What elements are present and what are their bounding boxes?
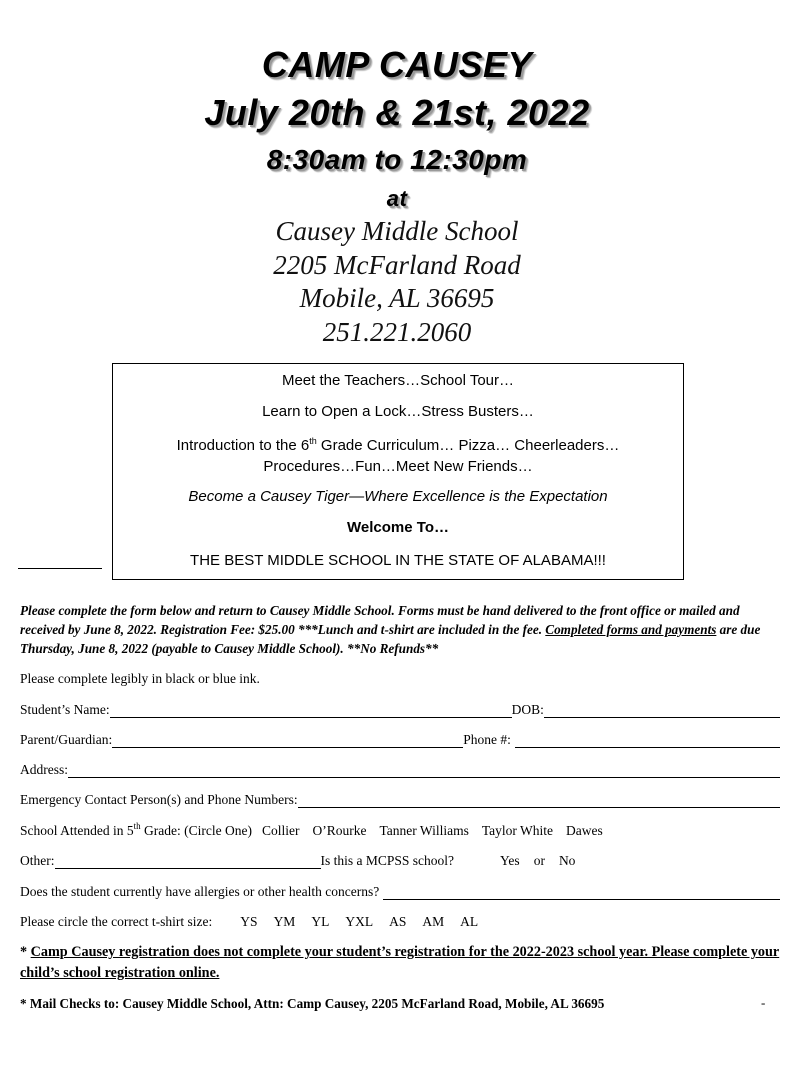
emergency-row: [20, 790, 780, 808]
parent-row: [20, 730, 780, 748]
highlight-line-3b: Grade Curriculum… Pizza… Cheerleaders…: [316, 437, 620, 454]
instructions-part2: are due Thursday, June 8, 2022 (payable to Causey Middle School). **No Refunds**: [20, 622, 761, 656]
school-option-dawes[interactable]: Dawes: [566, 823, 603, 838]
highlight-line-3: [113, 435, 683, 477]
mail-checks-info: * Mail Checks to: Causey Middle School, Attn: Camp Causey, 2205 McFarland Road, Mobile, AL 36695: [20, 996, 605, 1011]
camp-title: CAMP CAUSEY: [261, 44, 533, 85]
mcpss-yes[interactable]: Yes: [500, 853, 520, 868]
dob-field[interactable]: [544, 703, 780, 718]
size-al[interactable]: AL: [460, 914, 479, 929]
parent-label: Parent/Guardian:: [20, 732, 113, 747]
registration-notice: [20, 942, 780, 984]
address-label: Address:: [20, 762, 68, 777]
school-sup: th: [133, 821, 141, 831]
phone-label: Phone #:: [463, 732, 511, 747]
highlight-motto: Become a Causey Tiger—Where Excellence is the Expectation: [188, 488, 608, 505]
size-ym[interactable]: YM: [273, 914, 296, 929]
highlight-best: THE BEST MIDDLE SCHOOL IN THE STATE OF ALABAMA!!!: [190, 552, 606, 569]
school-option-taylor-white[interactable]: Taylor White: [481, 823, 554, 838]
notice-text: Camp Causey registration does not complete your student’s registration for the 2022-2023 school year. Please complete your child’s school registration online.: [20, 944, 780, 981]
instructions-underlined: Completed forms and payments: [545, 622, 717, 637]
school-option-orourke[interactable]: O’Rourke: [312, 823, 367, 838]
address-row: [20, 760, 780, 778]
tshirt-label: Please circle the correct t-shirt size:: [20, 914, 213, 929]
dob-label: DOB:: [511, 702, 544, 717]
mcpss-no[interactable]: No: [558, 853, 576, 868]
school-option-collier[interactable]: Collier: [261, 823, 300, 838]
school-row: [20, 821, 780, 839]
size-ys[interactable]: YS: [240, 914, 258, 929]
mcpss-or: or: [533, 853, 545, 868]
phone-field[interactable]: [515, 733, 780, 748]
school-label: [20, 823, 252, 839]
school-street: 2205 McFarland Road: [273, 250, 521, 280]
form-instructions: [20, 601, 780, 658]
other-field[interactable]: [55, 854, 321, 869]
notice-star: *: [20, 944, 31, 960]
camp-time: 8:30am to 12:30pm: [266, 144, 528, 175]
instructions-part1: Please complete the form below and return to Causey Middle School. Forms must be hand delivered to the front office or mailed and received by June 8, 2022. Registration Fee: $25.00 ***Lunch and t-shirt are included in the fee.: [20, 603, 740, 637]
highlight-welcome: Welcome To…: [347, 519, 449, 536]
school-name: Causey Middle School: [275, 216, 519, 246]
allergies-label: Does the student currently have allergies or other health concerns?: [20, 884, 380, 899]
parent-field[interactable]: [112, 733, 463, 748]
student-name-label: Student’s Name:: [20, 702, 110, 717]
size-as[interactable]: AS: [389, 914, 407, 929]
school-label-b: Grade: (Circle One): [140, 823, 252, 838]
highlight-line-2: Learn to Open a Lock…Stress Busters…: [262, 403, 534, 420]
student-name-field[interactable]: [110, 703, 512, 718]
highlight-line-3c: Procedures…Fun…Meet New Friends…: [263, 458, 533, 475]
highlight-line-1: Meet the Teachers…School Tour…: [281, 372, 515, 389]
camp-dates: July 20th & 21st, 2022: [204, 92, 590, 133]
decorative-line: [18, 568, 102, 569]
highlight-line-3a: Introduction to the 6: [176, 437, 310, 454]
allergies-row: [20, 882, 780, 900]
size-yl[interactable]: YL: [311, 914, 330, 929]
student-row: [20, 700, 780, 718]
mcpss-label: Is this a MCPSS school?: [320, 853, 455, 868]
size-am[interactable]: AM: [422, 914, 445, 929]
school-city: Mobile, AL 36695: [299, 283, 495, 313]
other-row: [20, 851, 780, 869]
highlight-sup: th: [309, 436, 317, 446]
allergies-field[interactable]: [383, 885, 780, 900]
address-field[interactable]: [68, 763, 780, 778]
school-phone: 251.221.2060: [322, 317, 472, 347]
school-label-a: School Attended in 5: [20, 823, 134, 838]
camp-at: at: [386, 186, 408, 211]
emergency-field[interactable]: [298, 793, 780, 808]
school-option-tanner-williams[interactable]: Tanner Williams: [379, 823, 469, 838]
trailing-dash: -: [761, 995, 766, 1010]
tshirt-row: [20, 912, 780, 930]
other-label: Other:: [20, 853, 55, 868]
size-yxl[interactable]: YXL: [345, 914, 374, 929]
emergency-label: Emergency Contact Person(s) and Phone Numbers:: [20, 792, 298, 807]
highlights-box: [112, 363, 684, 580]
ink-instruction: Please complete legibly in black or blue ink.: [20, 671, 260, 686]
